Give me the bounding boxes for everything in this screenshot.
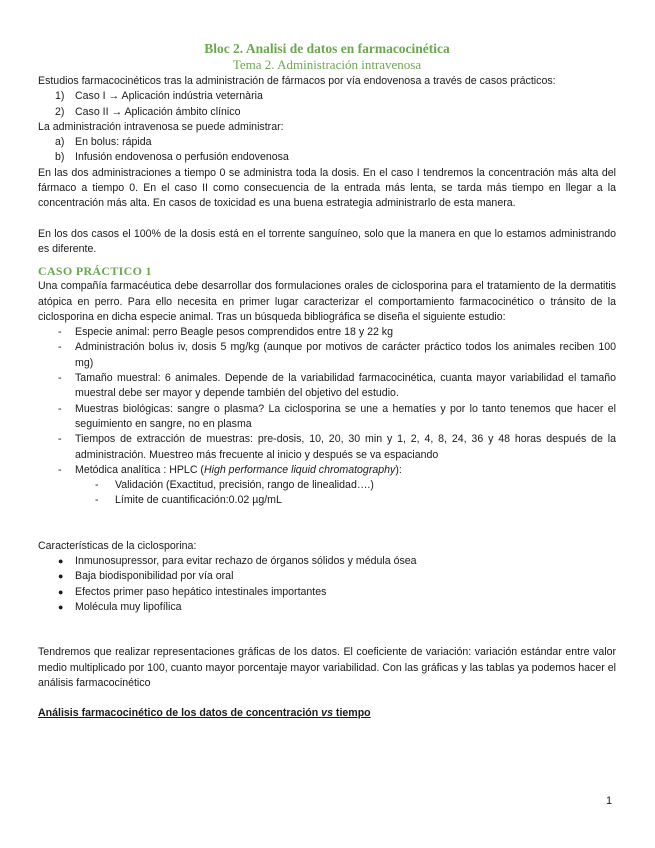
case-paragraph: Una compañía farmacéutica debe desarrollar dos formulaciones orales de ciclosporina para el tratamiento de la dermatitis atópica en perro. Para ello necesita en primer lugar caracterizar el comportamiento farmacocinético o tránsito de la ciclosporina en dicha especie animal. Tras un búsqueda bibliográfica se diseña el siguiente estudio: xyxy=(38,280,616,323)
list-marker: - xyxy=(58,463,62,476)
intro-lead: Estudios farmacocinéticos tras la administración de fármacos por vía endovenosa a través de casos prácticos: xyxy=(38,75,556,87)
list-item xyxy=(38,371,616,402)
bullet-icon: ● xyxy=(58,586,64,597)
list-marker: 1) xyxy=(55,90,65,103)
list-marker: - xyxy=(58,372,62,385)
list-item xyxy=(38,325,616,340)
characteristics-lead: Características de la ciclosporina: xyxy=(38,539,197,552)
list-item xyxy=(38,402,616,433)
list-item xyxy=(38,463,616,509)
list-marker: - xyxy=(58,433,62,446)
list-item-text: Caso II → Aplicación ámbito clínico xyxy=(75,105,241,118)
list-item xyxy=(38,150,616,165)
method-italic: High performance liquid chromatography xyxy=(203,463,396,476)
intro-paragraph-1: En las dos administraciones a tiempo 0 se administra toda la dosis. En el caso I tendremos la concentración más alta del fármaco a tiempo 0. En el caso II como consecuencia de la entrada más lenta, se tarda más tiempo en llegar a la concentración más alta. En casos de toxicidad es una buena estrategia administrarlo de esta manera. xyxy=(38,166,616,210)
list-item-text: Muestras biológicas: sangre o plasma? La ciclosporina se une a hematíes y por lo tanto tenemos que hacer el seguimiento en sangre, no en plasma xyxy=(75,402,616,430)
spacer xyxy=(38,212,616,227)
bullet-icon: ● xyxy=(58,556,64,567)
analysis-heading-suffix: tiempo xyxy=(332,707,371,720)
list-item xyxy=(38,554,616,569)
bullet-icon: ● xyxy=(58,571,64,582)
list-marker: - xyxy=(58,326,62,339)
list-item xyxy=(38,585,616,600)
list-item xyxy=(38,432,616,463)
spacer xyxy=(38,615,616,645)
characteristics-list xyxy=(38,554,616,615)
case-title: CASO PRÁCTICO 1 xyxy=(38,264,152,279)
list-item-text: En bolus: rápida xyxy=(75,136,152,149)
list-item-text: Límite de cuantificación:0.02 µg/mL xyxy=(115,494,282,507)
list-item-text: Validación (Exactitud, precisión, rango de linealidad….) xyxy=(115,479,374,492)
list-item-text: Inmunosupressor, para evitar rechazo de órganos sólidos y médula ósea xyxy=(75,555,417,568)
analysis-heading-prefix: Análisis farmacocinético de los datos de concentración xyxy=(38,707,322,720)
list-item xyxy=(38,105,616,120)
list-marker: b) xyxy=(55,151,65,164)
document-title: Bloc 2. Analisi de datos en farmacocinética xyxy=(204,41,450,56)
bullet-icon: ● xyxy=(58,601,64,612)
admin-lead: La administración intravenosa se puede administrar: xyxy=(38,120,284,133)
list-item xyxy=(75,493,616,508)
list-item-text: Caso I → Aplicación indústria veternària xyxy=(75,90,263,103)
closing-paragraph: Tendremos que realizar representaciones gráficas de los datos. El coeficiente de variación: variación estándar entre valor medio multiplicado por 100, cuanto mayor porcentaje mayor variabilidad. Con las gráficas y las tablas ya podemos hacer el análisis farmacocinético xyxy=(38,646,616,689)
document-subtitle: Tema 2. Administración intravenosa xyxy=(232,57,422,72)
list-item xyxy=(38,600,616,615)
study-design-list xyxy=(38,325,616,509)
list-marker: 2) xyxy=(55,105,65,118)
method-suffix: ): xyxy=(395,463,402,476)
method-sub-list xyxy=(75,478,616,509)
intro-paragraph-2: En los dos casos el 100% de la dosis está en el torrente sanguíneo, solo que la manera en que lo estamos administrando es diferente. xyxy=(38,227,616,255)
cases-list xyxy=(38,89,616,120)
list-item-text: Infusión endovenosa o perfusión endovenosa xyxy=(75,151,289,164)
spacer xyxy=(38,509,616,539)
list-item-text: Especie animal: perro Beagle pesos comprendidos entre 18 y 22 kg xyxy=(75,326,393,339)
page-number: 1 xyxy=(606,795,613,807)
list-item xyxy=(38,340,616,371)
list-marker: - xyxy=(58,402,62,415)
list-item-text: Molécula muy lipofílica xyxy=(75,600,182,613)
list-item xyxy=(38,135,616,150)
list-item-text: Tamaño muestral: 6 animales. Depende de la variabilidad farmacocinética, cuanta mayor variabilidad el tamaño muestral debe ser mayor y depende también del objetivo del estudio. xyxy=(75,372,616,400)
analysis-heading xyxy=(38,706,616,721)
list-item xyxy=(38,569,616,584)
admin-options-list xyxy=(38,135,616,166)
list-marker: a) xyxy=(55,136,65,149)
document-page xyxy=(38,40,616,721)
list-marker: - xyxy=(95,479,99,492)
analysis-heading-italic: vs xyxy=(321,707,333,720)
method-prefix: Metódica analítica : HPLC ( xyxy=(75,463,204,476)
list-item-text: Efectos primer paso hepático intestinales importantes xyxy=(75,585,327,598)
list-marker: - xyxy=(58,341,62,354)
list-marker: - xyxy=(95,494,99,507)
list-item xyxy=(38,89,616,104)
list-item-text: Baja biodisponibilidad por vía oral xyxy=(75,570,234,583)
list-item-text: Tiempos de extracción de muestras: pre-dosis, 10, 20, 30 min y 1, 2, 4, 8, 24, 36 y 48 horas después de la administración. Muestreo más frecuente al inicio y después se va espaciando xyxy=(75,433,616,461)
list-item-text: Administración bolus iv, dosis 5 mg/kg (aunque por motivos de carácter práctico todos los animales reciben 100 mg) xyxy=(75,341,616,369)
list-item xyxy=(75,478,616,493)
spacer xyxy=(38,691,616,706)
